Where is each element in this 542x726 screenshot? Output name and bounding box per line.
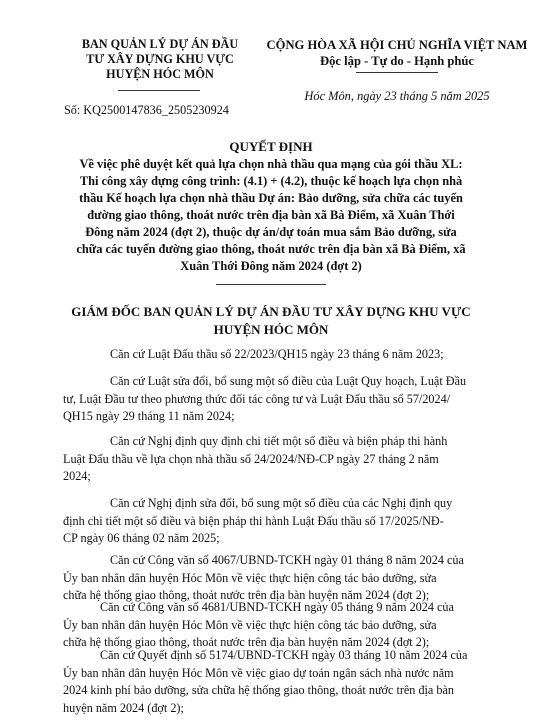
- paragraph-line: Căn cứ Quyết định số 5174/UBND-TCKH ngày 03 tháng 10 năm 2024 của: [100, 648, 468, 662]
- document-subject: [56, 156, 486, 275]
- subject-line: Về việc phê duyệt kết quả lựa chọn nhà thầu qua mạng của gói thầu XL:: [79, 157, 463, 171]
- legal-basis-paragraph: [63, 346, 493, 364]
- paragraph-line: chữa hệ thống giao thông, thoát nước trên địa bàn huyện năm 2024 (đợt 2);: [63, 588, 430, 603]
- subject-line: thầu Kế hoạch lựa chọn nhà thầu Dự án: Bảo dưỡng, sửa chữa các tuyến: [79, 191, 463, 205]
- legal-basis-paragraph: [63, 599, 493, 652]
- subject-line: Đông năm 2024 (đợt 2), thuộc dự án/dự toán mua sắm Bảo dưỡng, sửa: [85, 225, 457, 239]
- paragraph-line: Căn cứ Nghị định sửa đổi, bổ sung một số điều của các Nghị định quy: [110, 496, 453, 510]
- paragraph-line: định chi tiết một số điều và biện pháp thi hành Luật Đấu thầu số 17/2025/NĐ-: [63, 513, 444, 528]
- document-title: QUYẾT ĐỊNH: [229, 139, 313, 154]
- paragraph-line: Luật Đấu thầu về lựa chọn nhà thầu số 24/2024/NĐ-CP ngày 27 tháng 2 năm: [63, 451, 439, 466]
- agency-line: TƯ XÂY DỰNG KHU VỰC: [86, 52, 234, 66]
- paragraph-line: QH15 ngày 29 tháng 11 năm 2024;: [63, 409, 235, 424]
- paragraph-line: Căn cứ Luật Đấu thầu số 22/2023/QH15 ngày 23 tháng 6 năm 2023;: [110, 347, 444, 361]
- paragraph-line: 2024;: [63, 469, 91, 484]
- authority-line: GIÁM ĐỐC BAN QUẢN LÝ DỰ ÁN ĐẦU TƯ XÂY DỰNG KHU VỰC: [71, 304, 471, 319]
- subject-underline: [216, 284, 326, 285]
- paragraph-line: Căn cứ Luật sửa đổi, bổ sung một số điều của Luật Quy hoạch, Luật Đầu: [110, 374, 467, 388]
- paragraph-line: CP ngày 06 tháng 02 năm 2025;: [63, 531, 220, 546]
- subject-line: Xuân Thới Đông năm 2024 (đợt 2): [180, 259, 362, 273]
- issuing-agency: [60, 37, 260, 82]
- country-name: CỘNG HÒA XÃ HỘI CHỦ NGHĨA VIỆT NAM: [266, 38, 528, 52]
- legal-basis-paragraph: [63, 647, 493, 717]
- legal-basis-paragraph: [63, 552, 493, 605]
- agency-underline: [118, 90, 200, 91]
- motto: Độc lập - Tự do - Hạnh phúc: [320, 54, 474, 68]
- agency-line: HUYỆN HÓC MÔN: [106, 67, 214, 81]
- paragraph-line: Căn cứ Nghị định quy định chi tiết một số điều và biện pháp thi hành: [110, 434, 448, 448]
- legal-basis-paragraph: [63, 433, 493, 486]
- subject-line: đường giao thông, thoát nước trên địa bàn xã Bà Điểm, xã Xuân Thới: [87, 208, 455, 222]
- subject-line: Thi công xây dựng công trình: (4.1) + (4.2), thuộc kế hoạch lựa chọn nhà: [79, 174, 463, 188]
- agency-line: BAN QUẢN LÝ DỰ ÁN ĐẦU: [81, 37, 239, 51]
- motto-underline: [356, 72, 438, 73]
- paragraph-line: Ủy ban nhân dân huyện Hóc Môn về việc thực hiện công tác bảo dưỡng, sửa: [63, 570, 437, 585]
- national-heading: [262, 37, 532, 69]
- legal-basis-paragraph: [63, 373, 493, 426]
- paragraph-line: tư, Luật Đầu tư theo phương thức đối tác công tư và Luật Đấu thầu số 57/2024/: [63, 391, 451, 406]
- paragraph-line: chữa hệ thống giao thông, thoát nước trên địa bàn huyện năm 2024 (đợt 2);: [63, 635, 430, 650]
- place-date: Hóc Môn, ngày 23 tháng 5 năm 2025: [304, 89, 490, 103]
- authority-line: HUYỆN HÓC MÔN: [213, 322, 329, 337]
- subject-line: chữa các tuyến đường giao thông, thoát nước trên địa bàn xã Bà Điểm, xã: [76, 242, 466, 256]
- legal-basis-paragraph: [63, 495, 493, 548]
- paragraph-line: Ủy ban nhân dân huyện Hóc Môn về việc thực hiện công tác bảo dưỡng, sửa: [63, 617, 437, 632]
- paragraph-line: 2024 kinh phí bảo dưỡng, sửa chữa hệ thống giao thông, thoát nước trên địa bàn: [63, 683, 454, 698]
- paragraph-line: Căn cứ Công văn số 4681/UBND-TCKH ngày 05 tháng 9 năm 2024 của: [100, 600, 454, 614]
- paragraph-line: Căn cứ Công văn số 4067/UBND-TCKH ngày 01 tháng 8 năm 2024 của: [110, 553, 464, 567]
- paragraph-line: Ủy ban nhân dân huyện Hóc Môn về việc giao dự toán ngân sách nhà nước năm: [63, 665, 454, 680]
- document-number: Số: KQ2500147836_2505230924: [64, 103, 229, 117]
- paragraph-line: huyện năm 2024 (đợt 2);: [63, 700, 184, 715]
- authority-heading: [62, 303, 480, 339]
